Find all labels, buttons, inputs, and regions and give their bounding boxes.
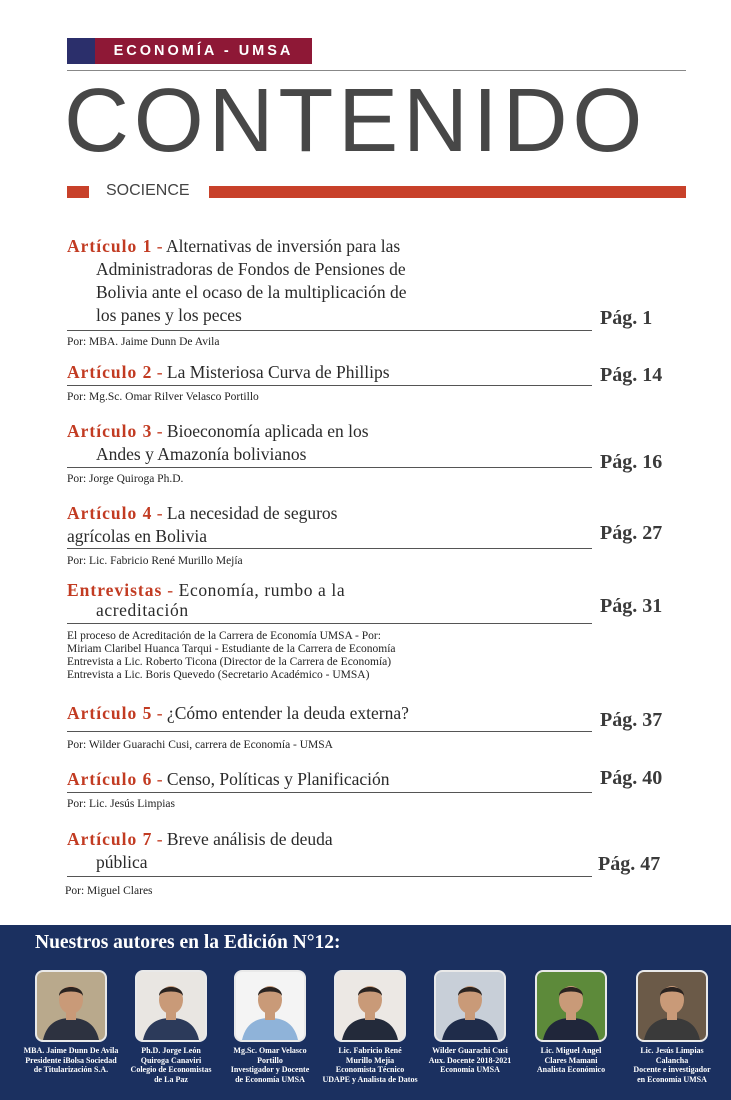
subtitle-bar-right: [209, 186, 686, 198]
entry-label: Artículo 1: [67, 236, 153, 256]
byline: Por: Lic. Jesús Limpias: [67, 798, 175, 810]
byline: Por: Lic. Fabricio René Murillo Mejía: [67, 555, 243, 567]
author-caption-line: de La Paz: [154, 1074, 188, 1084]
toc-entry-6[interactable]: Artículo 6 - Censo, Políticas y Planificación: [67, 769, 390, 789]
header-navy-block: [67, 38, 95, 64]
author-photo: [234, 970, 306, 1042]
entry-rule: [67, 623, 592, 624]
entry-label: Artículo 6: [67, 769, 153, 789]
page-number: Pág. 27: [600, 522, 663, 544]
toc-entry-4[interactable]: Artículo 4 - La necesidad de seguros agrícolas en Bolivia: [67, 503, 338, 546]
entry-title-line: acreditación: [96, 600, 189, 620]
author-caption-line: Murillo Mejía: [345, 1055, 395, 1065]
byline: Por: Miguel Clares: [65, 885, 153, 897]
entry-label: Artículo 2: [67, 362, 153, 382]
entry-title: La Misteriosa Curva de Phillips: [166, 362, 390, 382]
author-caption-line: Economía UMSA: [440, 1065, 500, 1074]
toc-entry-2[interactable]: Artículo 2 - La Misteriosa Curva de Phillips: [67, 362, 390, 382]
author-card: [422, 970, 518, 1075]
author-caption-line: Lic. Miguel Angel: [540, 1046, 602, 1055]
author-card: [523, 970, 619, 1075]
author-photo: [434, 970, 506, 1042]
subtitle-bar-left: [67, 186, 89, 198]
entry-title-line: Bolivia ante el ocaso de la multiplicación de: [96, 282, 407, 302]
byline-line: El proceso de Acreditación de la Carrera de Economía UMSA - Por:: [67, 630, 381, 642]
author-card: [23, 970, 119, 1075]
author-caption: [422, 1046, 518, 1075]
authors-title: Nuestros autores en la Edición N°12:: [35, 932, 341, 953]
entry-label: Artículo 7: [67, 829, 153, 849]
author-caption-line: de Economía UMSA: [235, 1074, 305, 1084]
author-photo: [636, 970, 708, 1042]
byline: Por: MBA. Jaime Dunn De Avila: [67, 336, 220, 348]
author-caption-line: Colegio de Economistas: [130, 1065, 212, 1074]
byline-line: Entrevista a Lic. Roberto Ticona (Director de la Carrera de Economía): [67, 656, 392, 668]
entry-rule: [67, 731, 592, 732]
subtitle: SOCIENCE: [106, 182, 190, 199]
entry-title-line: Administradoras de Fondos de Pensiones de: [96, 259, 406, 279]
author-caption-line: Ph.D. Jorge León: [141, 1046, 201, 1055]
entry-rule: [67, 467, 592, 468]
entry-label: Artículo 5: [67, 703, 153, 723]
entry-title-line: agrícolas en Bolivia: [67, 526, 207, 546]
entry-title: Breve análisis de deuda: [166, 829, 333, 849]
author-card: [123, 970, 219, 1084]
entry-label: Artículo 3: [67, 421, 153, 441]
entry-title-line: los panes y los peces: [96, 305, 242, 325]
byline-line: Entrevista a Lic. Boris Quevedo (Secretario Académico - UMSA): [67, 669, 370, 681]
section-label: ECONOMÍA - UMSA: [95, 38, 312, 64]
author-photo: [535, 970, 607, 1042]
entry-title: ¿Cómo entender la deuda externa?: [166, 703, 409, 723]
entry-title: Alternativas de inversión para las: [165, 236, 401, 256]
author-caption-line: Investigador y Docente: [230, 1065, 310, 1074]
entry-rule: [67, 876, 592, 877]
byline-block: [67, 630, 396, 682]
author-caption-line: Clares Mamani: [544, 1055, 598, 1065]
author-card: [222, 970, 318, 1084]
author-caption: [23, 1046, 119, 1075]
page-number: Pág. 31: [600, 595, 663, 617]
entry-rule: [67, 548, 592, 549]
toc-entry-7[interactable]: Artículo 7 - Breve análisis de deuda pública: [67, 828, 587, 874]
byline: Por: Jorge Quiroga Ph.D.: [67, 473, 184, 485]
author-caption: [624, 1046, 720, 1084]
entry-title: Bioeconomía aplicada en los: [166, 421, 369, 441]
author-caption-line: Wilder Guarachi Cusi: [432, 1046, 508, 1055]
page-number: Pág. 47: [598, 853, 661, 875]
page-number: Pág. 37: [600, 709, 663, 731]
author-photo: [135, 970, 207, 1042]
page-number: Pág. 14: [600, 364, 663, 386]
page-title: CONTENIDO: [64, 71, 648, 171]
author-caption-line: en Economía UMSA: [637, 1074, 707, 1084]
page-number: Pág. 16: [600, 451, 663, 473]
author-caption-line: Mg.Sc. Omar Velasco Portillo: [233, 1046, 307, 1065]
author-photo: [35, 970, 107, 1042]
author-caption-line: Economista Técnico: [335, 1065, 405, 1074]
entry-title: Economía, rumbo a la: [178, 580, 346, 600]
author-caption-line: de Titularización S.A.: [33, 1065, 109, 1074]
entry-rule: [67, 385, 592, 386]
author-caption: [123, 1046, 219, 1084]
author-photo: [334, 970, 406, 1042]
author-caption: [523, 1046, 619, 1075]
entry-title: La necesidad de seguros: [166, 503, 338, 523]
author-card: [624, 970, 720, 1084]
byline: Por: Wilder Guarachi Cusi, carrera de Economía - UMSA: [67, 739, 333, 751]
toc-entry-1[interactable]: Artículo 1 - Alternativas de inversión para las Administradoras de Fondos de Pensiones de Bolivia ante el ocaso de la multiplicación de los panes y los peces: [67, 235, 587, 327]
author-caption-line: Lic. Jesús Limpias Calancha: [640, 1046, 704, 1065]
author-caption-line: Presidente iBolsa Sociedad: [25, 1055, 117, 1065]
author-caption-line: Docente e investigador: [633, 1065, 711, 1074]
page-number: Pág. 1: [600, 307, 653, 329]
entry-rule: [67, 792, 592, 793]
toc-entry-3[interactable]: Artículo 3 - Bioeconomía aplicada en los Andes y Amazonía bolivianos: [67, 420, 587, 466]
entry-title-line: Andes y Amazonía bolivianos: [96, 444, 307, 464]
author-caption: [322, 1046, 418, 1084]
byline-line: Miriam Claribel Huanca Tarqui - Estudiante de la Carrera de Economía: [67, 643, 396, 655]
toc-entry-5[interactable]: Artículo 5 - ¿Cómo entender la deuda externa?: [67, 703, 409, 723]
entry-title: Censo, Políticas y Planificación: [166, 769, 390, 789]
author-caption: [222, 1046, 318, 1084]
entry-rule: [67, 330, 592, 331]
entry-title-line: pública: [96, 852, 148, 872]
byline: Por: Mg.Sc. Omar Rilver Velasco Portillo: [67, 391, 259, 403]
author-caption-line: Quiroga Canaviri: [140, 1055, 202, 1065]
author-caption-line: Analista Económico: [536, 1065, 606, 1074]
entry-label: Entrevistas: [67, 580, 163, 600]
author-card: [322, 970, 418, 1084]
author-caption-line: UDAPE y Analista de Datos: [322, 1074, 418, 1084]
author-caption-line: Aux. Docente 2018-2021: [428, 1055, 512, 1065]
entry-label: Artículo 4: [67, 503, 153, 523]
author-caption-line: MBA. Jaime Dunn De Avila: [23, 1046, 119, 1055]
page-number: Pág. 40: [600, 767, 663, 789]
toc-entry-interviews[interactable]: Entrevistas - Economía, rumbo a la acreditación: [67, 580, 587, 620]
author-caption-line: Lic. Fabricio René: [338, 1046, 402, 1055]
